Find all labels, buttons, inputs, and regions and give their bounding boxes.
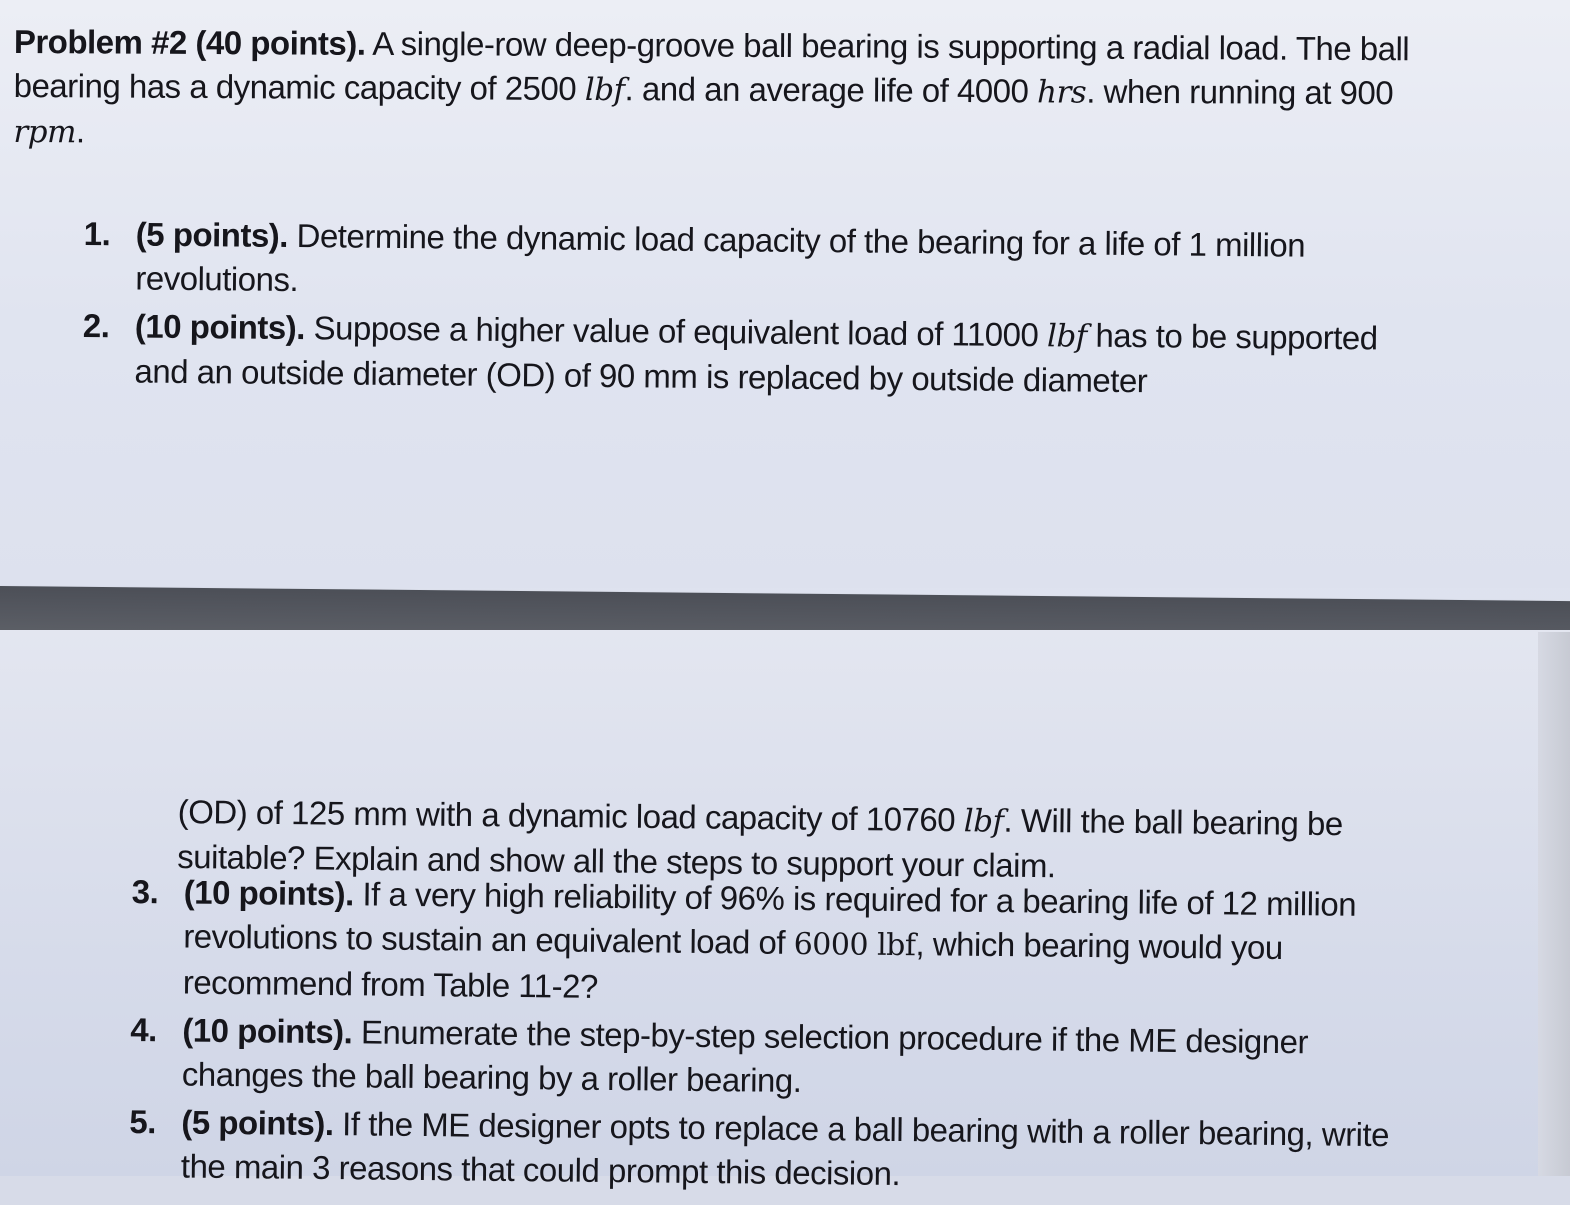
question-1-number: 1. [83, 214, 111, 253]
intro-text-a: A single-row deep-groove ball bearing is supporting a radial load. The ball bearing has a dynamic capacity of 2500 [13, 24, 1410, 107]
unit-hrs: hrs [1036, 74, 1087, 111]
question-list-top [82, 212, 1404, 410]
page-right-edge [1538, 632, 1570, 1176]
problem-statement [13, 20, 1454, 162]
question-4-text: Enumerate the step-by-step selection procedure if the ME designer changes the ball bearing by a roller bearing. [181, 1013, 1309, 1100]
question-3-text-b: , which bearing would you recommend from Table 11-2? [182, 925, 1283, 1005]
question-1 [83, 212, 1404, 313]
question-2-continued-a: (OD) of 125 mm with a dynamic load capacity of 10760 [177, 792, 964, 839]
question-5-text: If the ME designer opts to replace a ball bearing with a roller bearing, write the main 3 reasons that could prompt this decision. [180, 1105, 1390, 1193]
intro-text-c: . when running at 900 [1086, 72, 1394, 112]
question-2-unit-lbf: lbf [1046, 318, 1087, 355]
question-4-points: (10 points). [182, 1011, 353, 1051]
question-4 [130, 1008, 1391, 1109]
question-2-continued-b: . Will the ball bearing be suitable? Explain and show all the steps to support your claim. [177, 801, 1343, 885]
question-2-number: 2. [82, 306, 110, 345]
question-2-text-b: has to be supported and an outside diameter (OD) of 90 mm is replaced by outside diameter [134, 316, 1378, 400]
question-3-number: 3. [131, 872, 159, 911]
question-5-number: 5. [129, 1102, 157, 1141]
question-2-continued-unit: lbf [963, 803, 1004, 840]
unit-lbf: lbf [584, 71, 625, 109]
question-3 [131, 870, 1392, 1017]
question-list-bottom [129, 870, 1392, 1205]
question-1-text: Determine the dynamic load capacity of the bearing for a life of 1 million revolutions. [135, 216, 1306, 299]
question-1-points: (5 points). [135, 215, 289, 254]
unit-rpm: rpm [13, 113, 77, 151]
intro-text-d: . [75, 112, 85, 150]
question-4-number: 4. [130, 1010, 158, 1049]
intro-text-b: . and an average life of 4000 [624, 70, 1038, 110]
question-5 [129, 1100, 1390, 1201]
question-2-text-a: Suppose a higher value of equivalent load of 11000 [304, 309, 1048, 354]
question-3-points: (10 points). [183, 873, 354, 913]
problem-heading: Problem #2 (40 points). [13, 22, 366, 62]
question-3-text-a: If a very high reliability of 96% is required for a bearing life of 12 million revolutions to sustain an equivalent load of [183, 875, 1357, 961]
question-2 [82, 304, 1403, 406]
question-2-points: (10 points). [134, 307, 306, 347]
question-5-points: (5 points). [181, 1103, 334, 1143]
question-3-load: 6000 lbf [793, 926, 916, 964]
